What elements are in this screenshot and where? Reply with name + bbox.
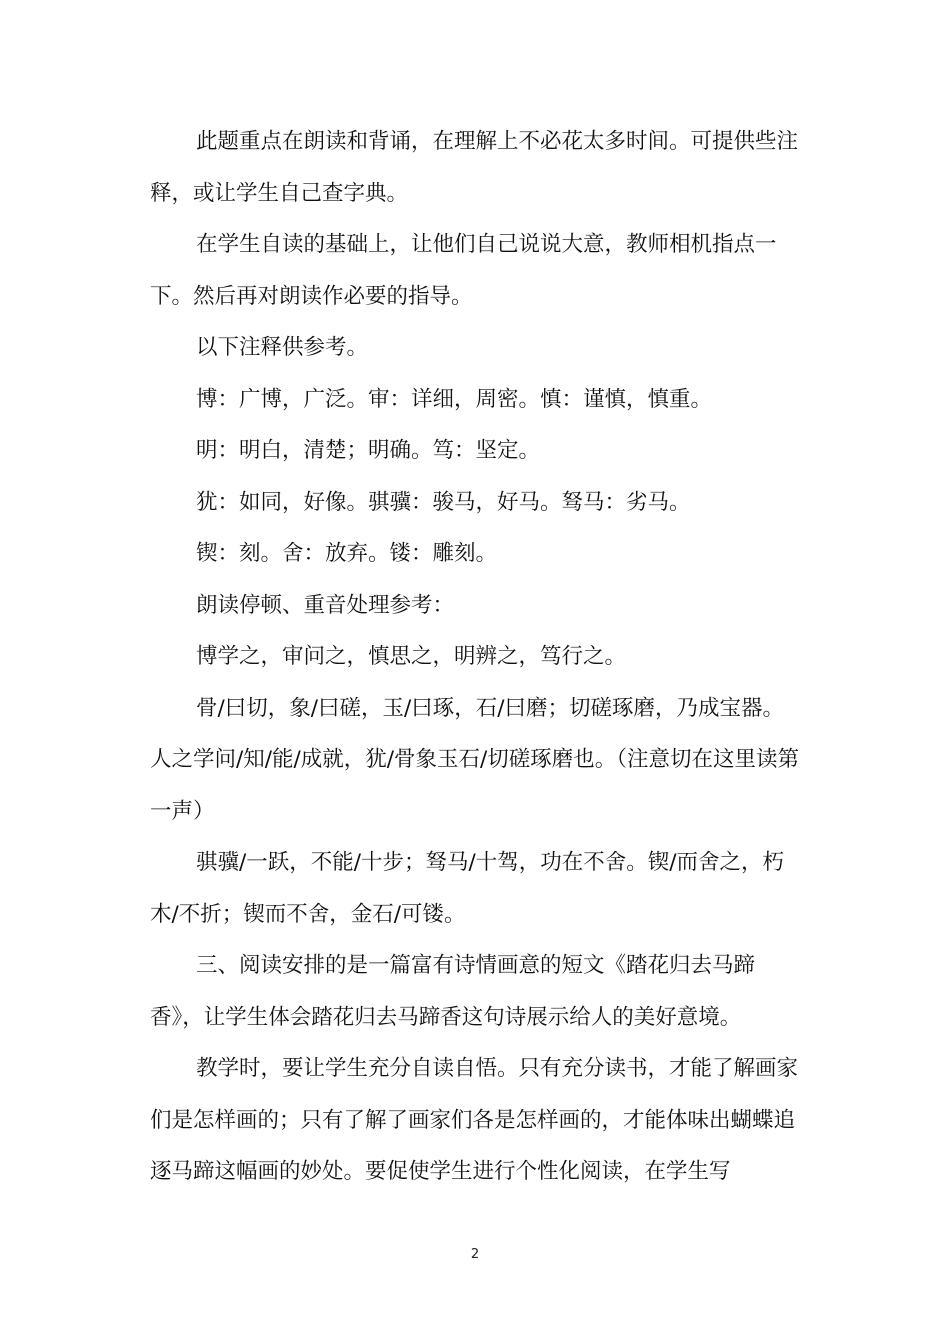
paragraph-6: 犹：如同，好像。骐骥：骏马，好马。驽马：劣马。 — [196, 489, 691, 515]
paragraph-4: 博：广博，广泛。审：详细，周密。慎：谨慎，慎重。 — [196, 386, 713, 412]
paragraph-11: 骐骥/一跃，不能/十步；驽马/十驾，功在不舍。锲/而舍之，朽木/不折；锲而不舍，金石/可镂。 — [150, 850, 784, 927]
paragraph-12: 三、阅读安排的是一篇富有诗情画意的短文《踏花归去马蹄香》，让学生体会踏花归去马蹄香这句诗展示给人的美好意境。 — [150, 953, 756, 1030]
paragraph-9: 博学之，审问之，慎思之，明辨之，笃行之。 — [196, 644, 627, 669]
paragraph-3: 以下注释供参考。 — [196, 335, 369, 360]
paragraph-5: 明：明白，清楚；明确。笃：坚定。 — [196, 438, 541, 463]
paragraph-1: 此题重点在朗读和背诵，在理解上不必花太多时间。可提供些注释，或让学生自己查字典。 — [150, 129, 799, 206]
paragraph-10: 骨/曰切，象/曰磋，玉/曰琢，石/曰磨；切磋琢磨，乃成宝器。人之学问/知/能/成就，犹/骨象玉石/切磋琢磨也。（注意切在这里读第一声） — [150, 695, 799, 824]
paragraph-13: 教学时，要让学生充分自读自悟。只有充分读书，才能了解画家们是怎样画的；只有了解了画家们各是怎样画的，才能体味出蝴蝶追逐马蹄这幅画的妙处。要促使学生进行个性化阅读，在学生写 — [150, 1056, 799, 1184]
paragraph-2: 在学生自读的基础上，让他们自己说说大意，教师相机指点一下。然后再对朗读作必要的指导。 — [150, 232, 777, 309]
page-number: 2 — [470, 1247, 480, 1262]
paragraph-8: 朗读停顿、重音处理参考： — [196, 592, 455, 618]
paragraph-7: 锲：刻。舍：放弃。镂：雕刻。 — [196, 541, 498, 566]
body-text — [150, 116, 802, 1198]
